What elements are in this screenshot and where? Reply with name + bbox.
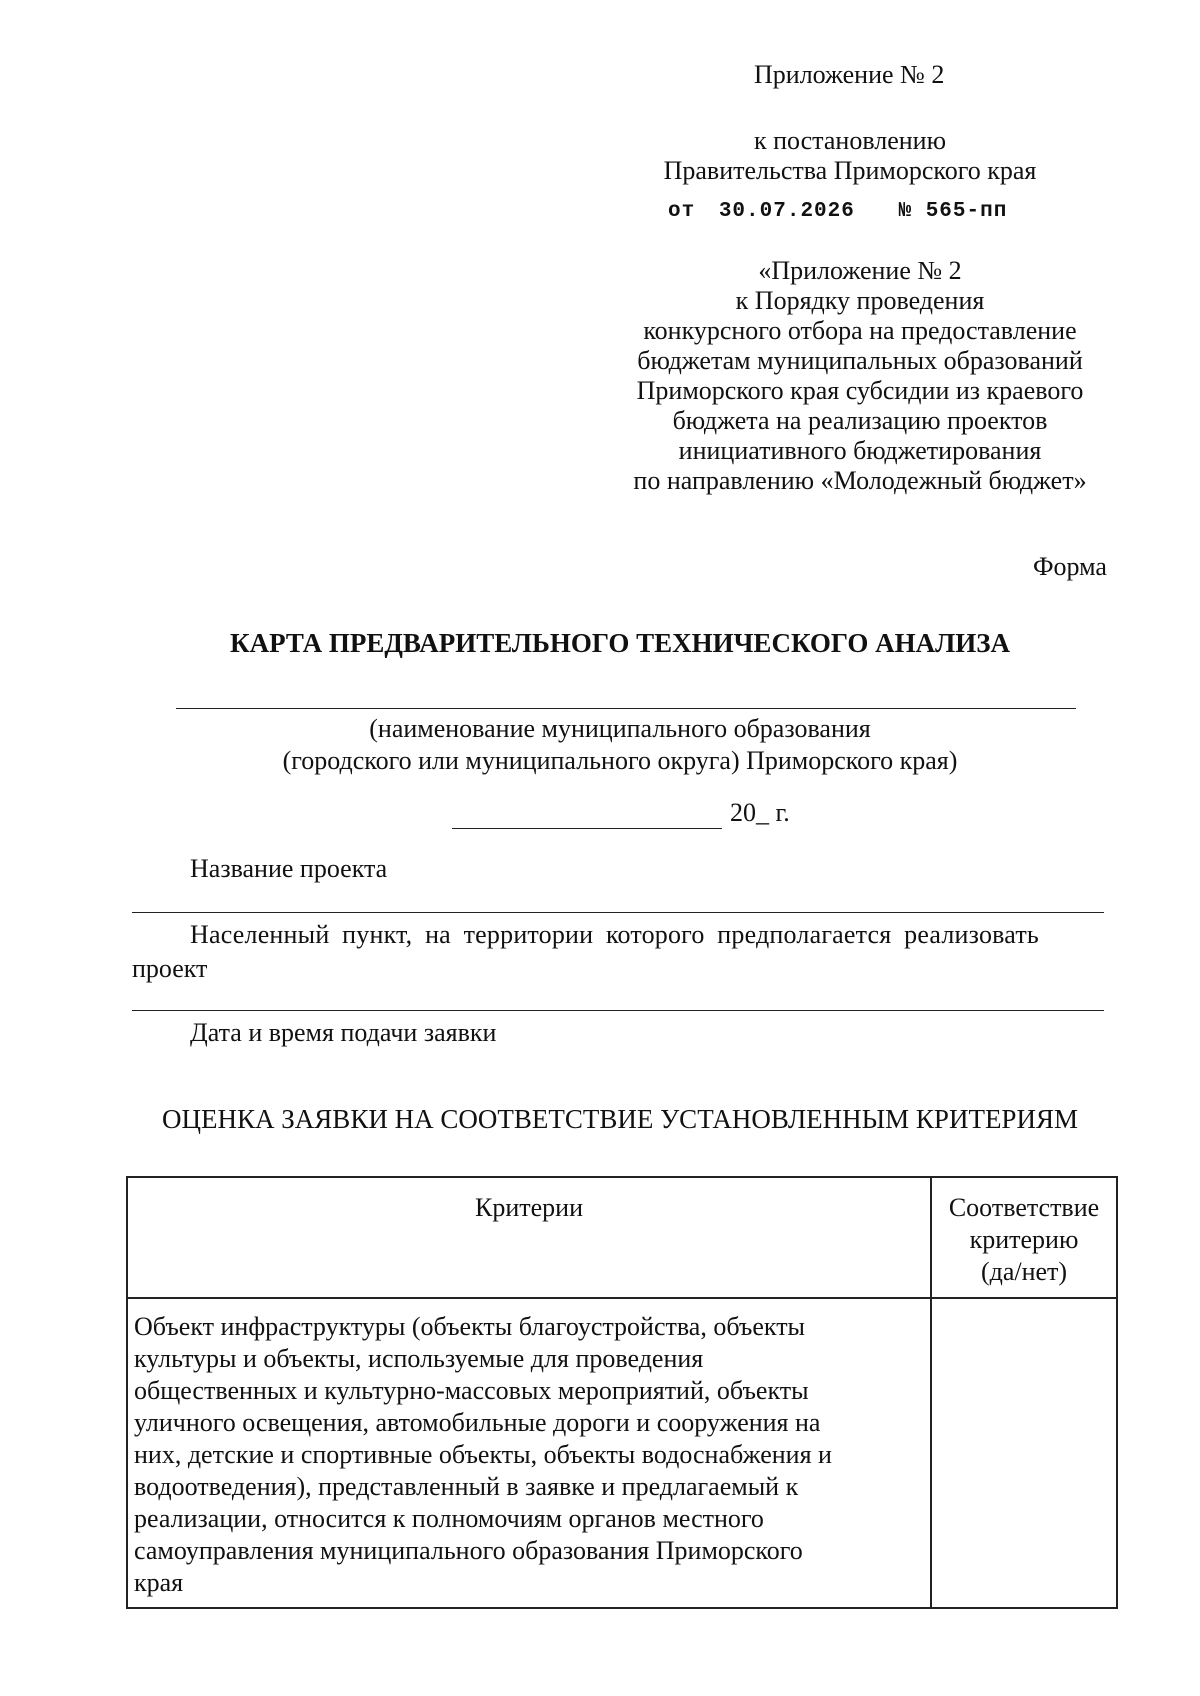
order-ref-line: бюджетам муниципальных образований (637, 346, 1083, 375)
settlement-label-line1: Населенный пункт, на территории которого предполагается реализовать (190, 920, 1039, 949)
compliance-cell[interactable] (931, 1298, 1117, 1608)
government-name: Правительства Приморского края (663, 156, 1037, 185)
municipality-blank-line (176, 708, 1076, 709)
compliance-header-line: (да/нет) (980, 1257, 1068, 1286)
document-title: КАРТА ПРЕДВАРИТЕЛЬНОГО ТЕХНИЧЕСКОГО АНАЛИЗА (230, 628, 1010, 658)
date-prefix: от (668, 200, 696, 223)
compliance-header-line: Соответствие (948, 1193, 1100, 1222)
order-ref-line: бюджета на реализацию проектов (672, 406, 1048, 435)
resolution-ref: к постановлению (753, 126, 947, 155)
project-name-line (132, 912, 1104, 913)
order-ref-line: к Порядку проведения (735, 286, 985, 315)
section-title: ОЦЕНКА ЗАЯВКИ НА СООТВЕТСТВИЕ УСТАНОВЛЕННЫМ КРИТЕРИЯМ (162, 1104, 1078, 1134)
criterion-line: водоотведения), представленный в заявке и предлагаемый к (134, 1472, 799, 1501)
criterion-line: них, детские и спортивные объекты, объекты водоснабжения и (134, 1440, 832, 1469)
compliance-header-line: критерию (969, 1225, 1079, 1254)
municipality-caption-2: (городского или муниципального округа) Приморского края) (282, 746, 958, 775)
settlement-line (132, 1010, 1104, 1011)
order-ref-line: конкурсного отбора на предоставление (643, 316, 1077, 345)
order-ref-line: Приморского края субсидии из краевого (636, 376, 1084, 405)
municipality-caption-1: (наименование муниципального образования (369, 714, 871, 743)
criterion-cell (127, 1298, 931, 1608)
table-row (127, 1298, 1117, 1608)
criterion-line: реализации, относится к полномочиям органов местного (134, 1504, 764, 1533)
settlement-label (132, 920, 1122, 984)
resolution-date: 30.07.2026 (718, 200, 855, 223)
order-ref-line: «Приложение № 2 (758, 256, 962, 285)
resolution-number: 565-пп (925, 200, 1008, 223)
form-label: Форма (1033, 552, 1107, 581)
number-prefix: № (898, 200, 913, 223)
order-ref-line: инициативного бюджетирования (678, 436, 1042, 465)
date-blank-line (452, 828, 722, 829)
criterion-line: края (134, 1568, 184, 1597)
compliance-header (931, 1177, 1117, 1298)
resolution-date-line (668, 200, 1007, 223)
criterion-line: общественных и культурно-массовых мероприятий, объекты (134, 1376, 809, 1405)
table-header-row (127, 1177, 1117, 1298)
settlement-label-line2: проект (132, 954, 208, 983)
criteria-header: Критерии (127, 1177, 931, 1298)
order-ref-line: по направлению «Молодежный бюджет» (633, 466, 1087, 495)
criterion-line: Объект инфраструктуры (объекты благоустройства, объекты (134, 1312, 806, 1341)
criterion-line: культуры и объекты, используемые для проведения (134, 1344, 704, 1373)
criteria-table (126, 1176, 1118, 1609)
appendix-label: Приложение № 2 (754, 60, 945, 89)
year-label: 20_ г. (730, 798, 790, 827)
criterion-line: уличного освещения, автомобильные дороги и сооружения на (134, 1408, 821, 1437)
order-reference (600, 256, 1120, 496)
submission-datetime-label: Дата и время подачи заявки (190, 1018, 497, 1047)
project-name-label: Название проекта (190, 854, 388, 883)
criterion-line: самоуправления муниципального образования Приморского (134, 1536, 803, 1565)
